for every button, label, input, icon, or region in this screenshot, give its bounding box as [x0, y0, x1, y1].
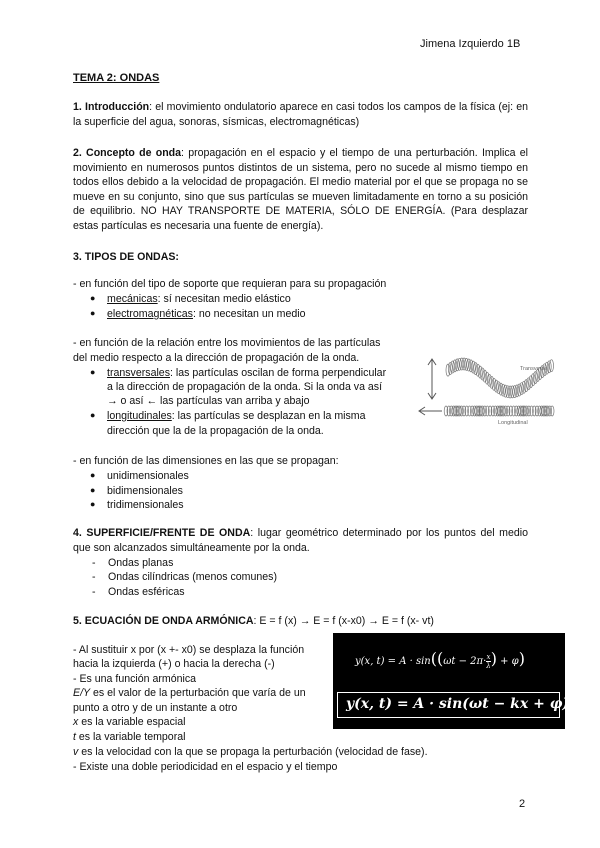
section-superficie-onda [73, 526, 528, 555]
text-line: hacia la izquierda (+) o hacia la derecha (-) [73, 658, 275, 670]
section-introduccion [73, 100, 528, 129]
text-line: punto a otro y de un instante a otro [73, 702, 238, 714]
list-item: electromagnéticas: no necesitan un medio [107, 308, 306, 320]
page-number: 2 [519, 798, 526, 810]
horizontal-arrow-icon [419, 407, 442, 415]
dash-marker: - [92, 557, 96, 569]
text-line: E/Y es el valor de la perturbación que varía de un [73, 687, 306, 699]
bullet-dot: ● [90, 485, 96, 495]
vertical-arrow-icon [428, 359, 436, 399]
list-item: Ondas cilíndricas (menos comunes) [108, 571, 277, 583]
section-text: : lugar geométrico determinado por los puntos del medio que son alcanzados simultáneamente por la onda. [73, 527, 528, 554]
text-line: - Existe una doble periodicidad en el espacio y el tiempo [73, 761, 338, 773]
section-heading: 5. ECUACIÓN DE ONDA ARMÓNICA [73, 615, 254, 627]
wave-equation-formula-1: y(x, t) = A · sin((ωt − 2π· $\frac{x}{\lambda}$ ) + φ) [333, 633, 565, 681]
text-line: - en función de la relación entre los movimientos de las partículas [73, 337, 381, 349]
section-heading: 3. TIPOS DE ONDAS: [73, 251, 179, 263]
header-author: Jimena Izquierdo 1B [420, 38, 521, 50]
list-item: unidimensionales [107, 470, 189, 482]
bullet-dot: ● [90, 367, 96, 377]
wave-types-figure [418, 348, 560, 430]
text-line: v es la velocidad con la que se propaga la perturbación (velocidad de fase). [73, 746, 428, 758]
section-heading: 4. SUPERFICIE/FRENTE DE ONDA [73, 527, 251, 539]
text-line: t es la variable temporal [73, 731, 186, 743]
section-text: : el movimiento ondulatorio aparece en casi todos los campos de la física (ej: en la superficie del agua, sonoras, sísmicas, electromagnéticas) [73, 101, 528, 128]
text-line: a la dirección de propagación de la onda. Si la onda va así [107, 381, 383, 393]
equation-chain: : E = f (x) → E = f (x-x0) → E = f (x- vt) [253, 615, 434, 627]
list-item: bidimensionales [107, 485, 183, 497]
list-item: Ondas planas [108, 557, 174, 569]
text-line: - en función de las dimensiones en las que se propagan: [73, 455, 339, 467]
text-line: - en función del tipo de soporte que requieran para su propagación [73, 278, 387, 290]
text-line: dirección que la de la propagación de la onda. [107, 425, 324, 437]
text-line: del medio respecto a la dirección de propagación de la onda. [73, 352, 360, 364]
dash-marker: - [92, 571, 96, 583]
page-title: TEMA 2: ONDAS [73, 72, 160, 84]
figure-label-transverse: Transverse [520, 366, 548, 372]
list-item: tridimensionales [107, 499, 184, 511]
transverse-wave-icon [446, 358, 554, 398]
bullet-dot: ● [90, 410, 96, 420]
section-text: : propagación en el espacio y el tiempo de una perturbación. Implica el movimiento en numerosos puntos distintos de un sistema, pero no sucede al mismo tiempo en todos ellos debido a la velocidad de propagación. El medio material por el que se propaga no se mueve en su conjunto, sino que sus partículas se mueven limitadamente en torno a su posición de equilibrio. NO HAY TRANSPORTE DE MATERIA, SÓLO DE ENERGÍA. (Para desplazar estas partículas es necesaria una fuente de energía). [73, 147, 528, 232]
dash-marker: - [92, 586, 96, 598]
section-concepto-onda [73, 146, 528, 234]
bullet-dot: ● [90, 293, 96, 303]
bullet-dot: ● [90, 470, 96, 480]
bullet-dot: ● [90, 308, 96, 318]
list-item: transversales: las partículas oscilan de forma perpendicular [107, 367, 387, 379]
text-line: → o así ← las partículas van arriba y abajo [107, 395, 310, 407]
bullet-dot: ● [90, 499, 96, 509]
text-line: - Al sustituir x por (x +- x0) se desplaza la función [73, 644, 305, 656]
wave-equation-formula-2: y(x, t) = A · sin(ωt − kx + φ) [333, 681, 565, 729]
list-item: longitudinales: las partículas se desplazan en la misma [107, 410, 366, 422]
figure-label-longitudinal: Longitudinal [498, 420, 528, 426]
longitudinal-wave-icon [444, 406, 554, 416]
list-item: mecánicas: sí necesitan medio elástico [107, 293, 291, 305]
text-line: - Es una función armónica [73, 673, 197, 685]
list-item: Ondas esféricas [108, 586, 185, 598]
text-line: x es la variable espacial [73, 716, 186, 728]
section-heading: 1. Introducción [73, 101, 150, 113]
section-ecuacion-onda [73, 614, 434, 628]
section-heading: 2. Concepto de onda [73, 147, 182, 159]
